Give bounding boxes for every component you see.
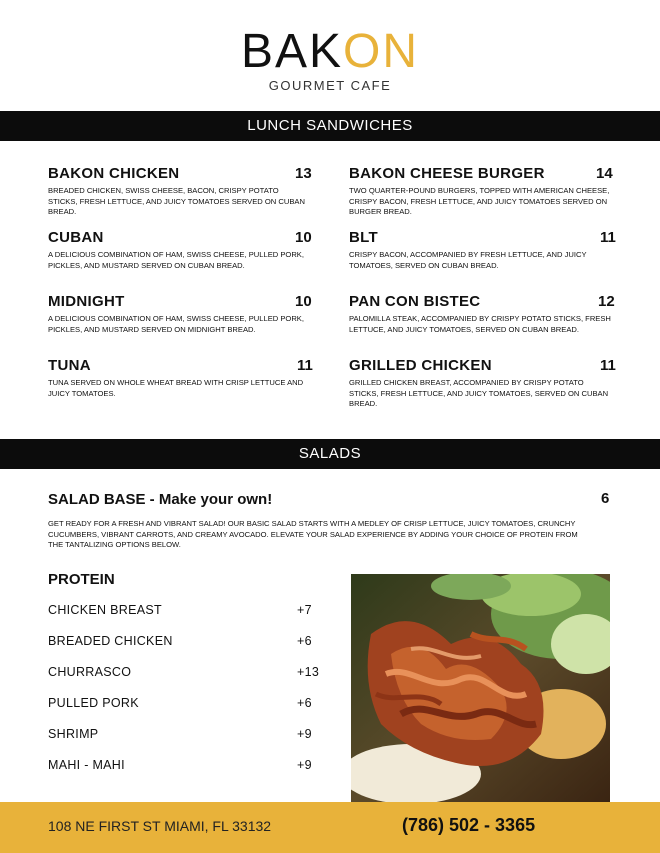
menu-item [349, 357, 616, 410]
item-price: 14 [596, 165, 613, 182]
item-price: 11 [600, 229, 616, 246]
item-description: PALOMILLA STEAK, ACCOMPANIED BY CRISPY POTATO STICKS, FRESH LETTUCE, AND JUICY TOMATOES, SERVED ON CUBAN BREAD. [349, 314, 611, 334]
item-price: 11 [297, 357, 313, 374]
protein-title: PROTEIN [48, 571, 115, 588]
protein-name: SHRIMP [48, 727, 99, 741]
item-description: GRILLED CHICKEN BREAST, ACCOMPANIED BY CRISPY POTATO STICKS, FRESH LETTUCE, AND JUICY TOMATOES, SERVED ON CUBAN BREAD. [349, 378, 609, 408]
salad-base-description: GET READY FOR A FRESH AND VIBRANT SALAD! OUR BASIC SALAD STARTS WITH A MEDLEY OF CRISP LETTUCE, JUICY TOMATOES, CRUNCHY CUCUMBERS, VIBRANT CARROTS, AND CREAMY AVOCADO. ELEVATE YOUR SALAD EXPERIENCE BY ADDING YOUR CHOICE OF PROTEIN FROM THE TANTALIZING OPTIONS BELOW. [48, 519, 578, 549]
protein-price: +6 [297, 634, 312, 648]
menu-item [349, 165, 612, 218]
item-name: PAN CON BISTEC [349, 293, 481, 310]
item-price: 10 [295, 229, 312, 246]
item-name: TUNA [48, 357, 91, 374]
item-description: TWO QUARTER-POUND BURGERS, TOPPED WITH AMERICAN CHEESE, CRISPY BACON, FRESH LETTUCE, AND JUICY TOMATOES SERVED ON BURGER BREAD. [349, 186, 610, 216]
protein-item [48, 603, 328, 617]
item-price: 10 [295, 293, 312, 310]
protein-name: CHURRASCO [48, 665, 132, 679]
protein-item [48, 634, 328, 648]
menu-item [349, 293, 615, 335]
item-name: GRILLED CHICKEN [349, 357, 492, 374]
logo [0, 25, 660, 93]
protein-item [48, 727, 328, 741]
item-name: CUBAN [48, 229, 104, 246]
protein-price: +9 [297, 727, 312, 741]
menu-item [48, 357, 313, 399]
protein-item [48, 758, 328, 772]
item-description: A DELICIOUS COMBINATION OF HAM, SWISS CHEESE, PULLED PORK, PICKLES, AND MUSTARD SERVED ON CUBAN BREAD. [48, 250, 304, 270]
footer-phone: (786) 502 - 3365 [402, 815, 536, 835]
salad-base-title: SALAD BASE - Make your own! [48, 491, 273, 508]
protein-name: MAHI - MAHI [48, 758, 125, 772]
protein-price: +9 [297, 758, 312, 772]
menu-item [48, 165, 310, 218]
protein-item [48, 665, 328, 679]
footer-address: 108 NE FIRST ST MIAMI, FL 33132 [48, 818, 272, 834]
brand-name [0, 25, 660, 78]
item-price: 12 [598, 293, 615, 310]
protein-price: +7 [297, 603, 312, 617]
menu-item [48, 293, 310, 335]
item-description: BREADED CHICKEN, SWISS CHEESE, BACON, CRISPY POTATO STICKS, FRESH LETTUCE, AND JUICY TOMATOES SERVED ON CUBAN BREAD. [48, 186, 305, 216]
footer [0, 802, 660, 853]
protein-price: +13 [297, 665, 320, 679]
item-description: TUNA SERVED ON WHOLE WHEAT BREAD WITH CRISP LETTUCE AND JUICY TOMATOES. [48, 378, 304, 398]
salad-base-price: 6 [601, 490, 610, 507]
bacon-salad-photo [351, 574, 610, 803]
protein-item [48, 696, 328, 710]
protein-name: PULLED PORK [48, 696, 139, 710]
section-header-salads: SALADS [0, 439, 660, 469]
item-name: BAKON CHICKEN [48, 165, 180, 182]
item-description: CRISPY BACON, ACCOMPANIED BY FRESH LETTUCE, AND JUICY TOMATOES, SERVED ON CUBAN BREAD. [349, 250, 587, 270]
brand-name-part1: BAK [240, 25, 344, 78]
item-name: BLT [349, 229, 378, 246]
item-price: 11 [600, 357, 616, 374]
menu-item [349, 229, 616, 271]
protein-name: CHICKEN BREAST [48, 603, 162, 617]
menu-item [48, 229, 310, 271]
section-header-lunch: LUNCH SANDWICHES [0, 111, 660, 141]
brand-tagline: GOURMET CAFE [268, 78, 392, 93]
item-name: BAKON CHEESE BURGER [349, 165, 545, 182]
item-name: MIDNIGHT [48, 293, 125, 310]
protein-price: +6 [297, 696, 312, 710]
item-description: A DELICIOUS COMBINATION OF HAM, SWISS CHEESE, PULLED PORK, PICKLES, AND MUSTARD SERVED ON MIDNIGHT BREAD. [48, 314, 304, 334]
brand-name-part2: ON [343, 25, 420, 78]
protein-name: BREADED CHICKEN [48, 634, 173, 648]
item-price: 13 [295, 165, 312, 182]
